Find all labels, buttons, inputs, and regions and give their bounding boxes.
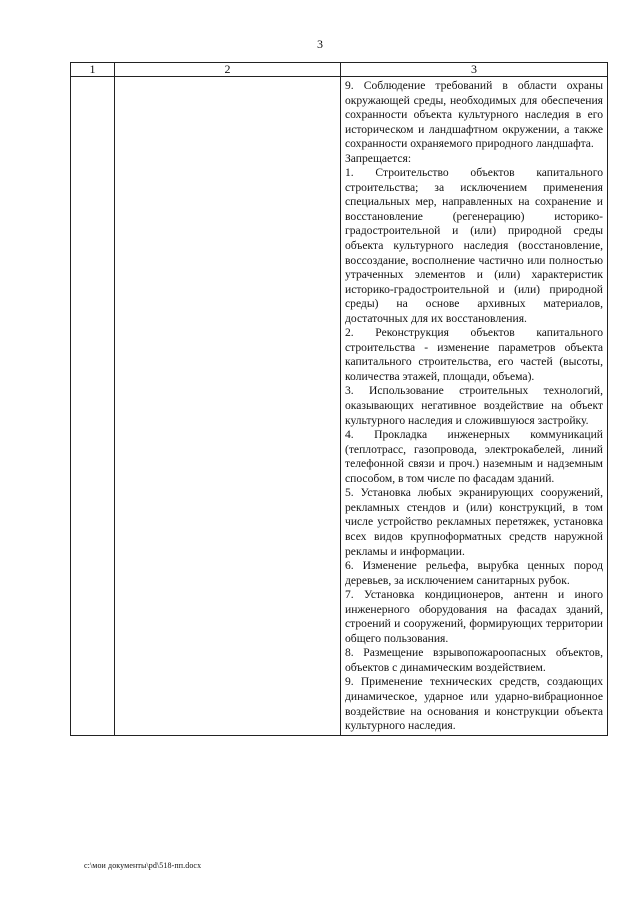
paragraph: Запрещается: (345, 151, 412, 165)
paragraph: 8. Размещение взрывопожароопасных объектов, объектов с динамическим воздействием. (345, 646, 603, 674)
document-table (70, 62, 608, 736)
paragraph: 9. Применение технических средств, создающих динамическое, ударное или ударно-вибрационное воздействие на основания и конструкции объекта культурного наследия. (345, 675, 603, 733)
column-header-2: 2 (115, 63, 341, 77)
paragraph: 2. Реконструкция объектов капитального строительства - изменение параметров объекта капитального строительства, его частей (высоты, количества этажей, площади, объема). (345, 326, 603, 383)
paragraph: 4. Прокладка инженерных коммуникаций (теплотрасс, газопровода, электрокабелей, линий телефонной связи и проч.) наземным и надземным способом, в том числе по фасадам зданий. (345, 428, 603, 485)
file-path-footer: c:\мои документы\pd\518-пп.docx (84, 861, 202, 870)
paragraph: 1. Строительство объектов капитального строительства; за исключением применения специальных мер, направленных на сохранение и восстановление (регенерацию) историко-градостроительной и (или) природной среды объекта культурного наследия (восстановление, воссоздание, восполнение частично или полностью утраченных элементов и (или) характеристик историко-градостроительной и (или) природной среды) на основе архивных материалов, достаточных для их восстановления. (345, 166, 603, 325)
column-header-3: 3 (341, 63, 608, 77)
paragraph: 9. Соблюдение требований в области охраны окружающей среды, необходимых для обеспечения сохранности объекта культурного наследия в его историческом и ландшафтном окружении, а также сохранности охраняемого природного ландшафта. (345, 79, 603, 151)
table-header-row (71, 63, 608, 77)
cell-col-2 (115, 77, 341, 736)
paragraph: 6. Изменение рельефа, вырубка ценных пород деревьев, за исключением санитарных рубок. (345, 559, 603, 587)
column-header-1: 1 (71, 63, 115, 77)
paragraph: 5. Установка любых экранирующих сооружений, рекламных стендов и (или) конструкций, в том числе устройство рекламных перетяжек, установка всех видов крупноформатных средств наружной рекламы и информации. (345, 486, 603, 558)
paragraph: 7. Установка кондиционеров, антенн и иного инженерного оборудования на фасадах зданий, строений и сооружений, формирующих территории общего пользования. (345, 588, 603, 645)
paragraph: 3. Использование строительных технологий, оказывающих негативное воздействие на объект культурного наследия и сложившуюся застройку. (345, 384, 603, 427)
page-number: 3 (317, 37, 323, 51)
cell-col-3 (341, 77, 608, 736)
table-row (71, 77, 608, 736)
cell-col-1 (71, 77, 115, 736)
